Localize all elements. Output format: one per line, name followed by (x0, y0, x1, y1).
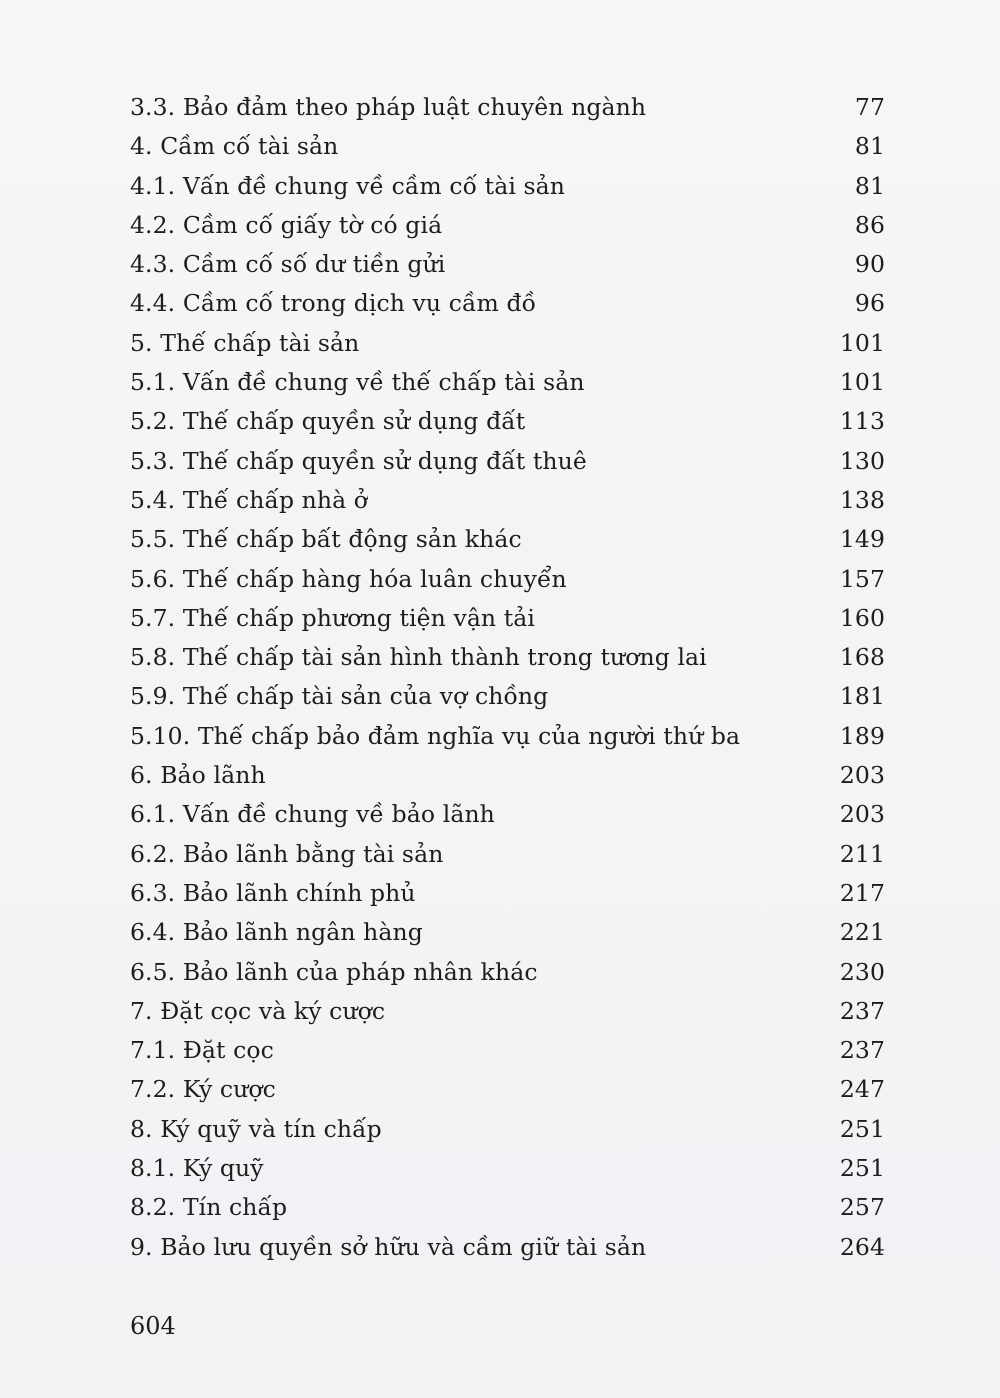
toc-entry (130, 599, 885, 638)
toc-entry (130, 560, 885, 599)
toc-entry-title: 7.2. Ký cược (130, 1075, 276, 1104)
toc-entry-title: 8.2. Tín chấp (130, 1193, 288, 1222)
toc-entry-page: 189 (839, 721, 885, 750)
toc-entry (130, 1188, 885, 1227)
toc-entry-page: 113 (839, 407, 885, 436)
toc-entry-title: 6.4. Bảo lãnh ngân hàng (130, 918, 423, 947)
toc-entry-title: 7.1. Đặt cọc (130, 1036, 274, 1065)
toc-entry-page: 96 (854, 289, 885, 318)
toc-entry-page: 264 (839, 1232, 885, 1261)
toc-entry-page: 86 (854, 210, 885, 239)
toc-entry-title: 7. Đặt cọc và ký cược (130, 996, 386, 1025)
toc-entry-title: 6.5. Bảo lãnh của pháp nhân khác (130, 957, 538, 986)
toc-entry-page: 168 (839, 643, 885, 672)
toc-entry-title: 3.3. Bảo đảm theo pháp luật chuyên ngành (130, 93, 647, 121)
toc-entry (130, 402, 885, 441)
toc-entry-title: 9. Bảo lưu quyền sở hữu và cầm giữ tài sản (130, 1232, 647, 1261)
toc-entry (130, 1228, 885, 1267)
toc-entry-page: 251 (839, 1154, 885, 1183)
toc-entry (130, 206, 885, 245)
toc-entry-title: 4.4. Cầm cố trong dịch vụ cầm đồ (130, 289, 537, 318)
toc-entry-page: 237 (839, 996, 885, 1025)
toc-entry (130, 756, 885, 795)
toc-entry-title: 5.8. Thế chấp tài sản hình thành trong tương lai (130, 643, 707, 672)
toc-entry-title: 5.5. Thế chấp bất động sản khác (130, 525, 522, 554)
toc-entry (130, 88, 885, 127)
toc-entry-page: 203 (839, 800, 885, 829)
toc-entry-page: 157 (839, 564, 885, 593)
toc-entry (130, 442, 885, 481)
toc-entry-page: 203 (839, 761, 885, 790)
toc-entry (130, 717, 885, 756)
toc-entry-title: 5.2. Thế chấp quyền sử dụng đất (130, 407, 526, 436)
toc-entry-title: 4.1. Vấn đề chung về cầm cố tài sản (130, 171, 566, 200)
toc-entry-page: 90 (854, 250, 885, 279)
toc-entry (130, 638, 885, 677)
toc-entry (130, 1031, 885, 1070)
table-of-contents (130, 88, 885, 1267)
toc-entry-title: 4. Cầm cố tài sản (130, 132, 339, 161)
toc-entry-page: 217 (839, 878, 885, 907)
toc-entry (130, 835, 885, 874)
toc-entry-page: 81 (854, 132, 885, 161)
toc-entry (130, 913, 885, 952)
toc-entry-page: 149 (839, 525, 885, 554)
toc-entry (130, 363, 885, 402)
toc-entry (130, 167, 885, 206)
toc-entry-page: 230 (839, 957, 885, 986)
toc-entry-title: 5.9. Thế chấp tài sản của vợ chồng (130, 682, 549, 711)
toc-entry-page: 101 (839, 368, 885, 397)
toc-entry-title: 4.2. Cầm cố giấy tờ có giá (130, 210, 443, 239)
toc-entry-title: 5. Thế chấp tài sản (130, 328, 360, 357)
toc-entry-page: 101 (839, 328, 885, 357)
toc-entry-title: 8.1. Ký quỹ (130, 1154, 264, 1183)
toc-entry-title: 5.10. Thế chấp bảo đảm nghĩa vụ của người thứ ba (130, 721, 741, 750)
toc-entry-page: 237 (839, 1036, 885, 1065)
toc-entry (130, 677, 885, 716)
toc-entry-page: 247 (839, 1075, 885, 1104)
toc-entry (130, 284, 885, 323)
toc-entry-page: 257 (839, 1193, 885, 1222)
toc-entry (130, 481, 885, 520)
toc-entry-title: 5.6. Thế chấp hàng hóa luân chuyển (130, 564, 567, 593)
toc-entry-title: 5.1. Vấn đề chung về thế chấp tài sản (130, 368, 585, 397)
toc-entry-page: 130 (839, 446, 885, 475)
toc-entry (130, 520, 885, 559)
toc-entry (130, 1110, 885, 1149)
toc-entry-page: 221 (839, 918, 885, 947)
toc-entry-page: 77 (854, 93, 885, 121)
toc-entry-title: 6.2. Bảo lãnh bằng tài sản (130, 839, 444, 868)
toc-entry-page: 138 (839, 485, 885, 514)
toc-entry (130, 1149, 885, 1188)
toc-entry-title: 6.3. Bảo lãnh chính phủ (130, 878, 416, 907)
page-number: 604 (130, 1312, 176, 1340)
toc-entry (130, 953, 885, 992)
toc-entry-page: 211 (839, 839, 885, 868)
toc-entry-title: 5.4. Thế chấp nhà ở (130, 485, 369, 514)
toc-entry-page: 251 (839, 1114, 885, 1143)
toc-entry-page: 81 (854, 171, 885, 200)
toc-entry (130, 1070, 885, 1109)
toc-entry (130, 245, 885, 284)
toc-entry (130, 992, 885, 1031)
toc-entry (130, 795, 885, 834)
toc-entry (130, 324, 885, 363)
toc-entry (130, 127, 885, 166)
toc-entry-page: 181 (839, 682, 885, 711)
toc-entry-title: 4.3. Cầm cố số dư tiền gửi (130, 250, 446, 279)
toc-entry-title: 5.3. Thế chấp quyền sử dụng đất thuê (130, 446, 587, 475)
toc-entry-title: 6.1. Vấn đề chung về bảo lãnh (130, 800, 495, 829)
toc-entry-title: 5.7. Thế chấp phương tiện vận tải (130, 603, 536, 632)
toc-entry (130, 874, 885, 913)
toc-entry-title: 8. Ký quỹ và tín chấp (130, 1114, 382, 1143)
toc-entry-page: 160 (839, 603, 885, 632)
toc-entry-title: 6. Bảo lãnh (130, 761, 266, 790)
